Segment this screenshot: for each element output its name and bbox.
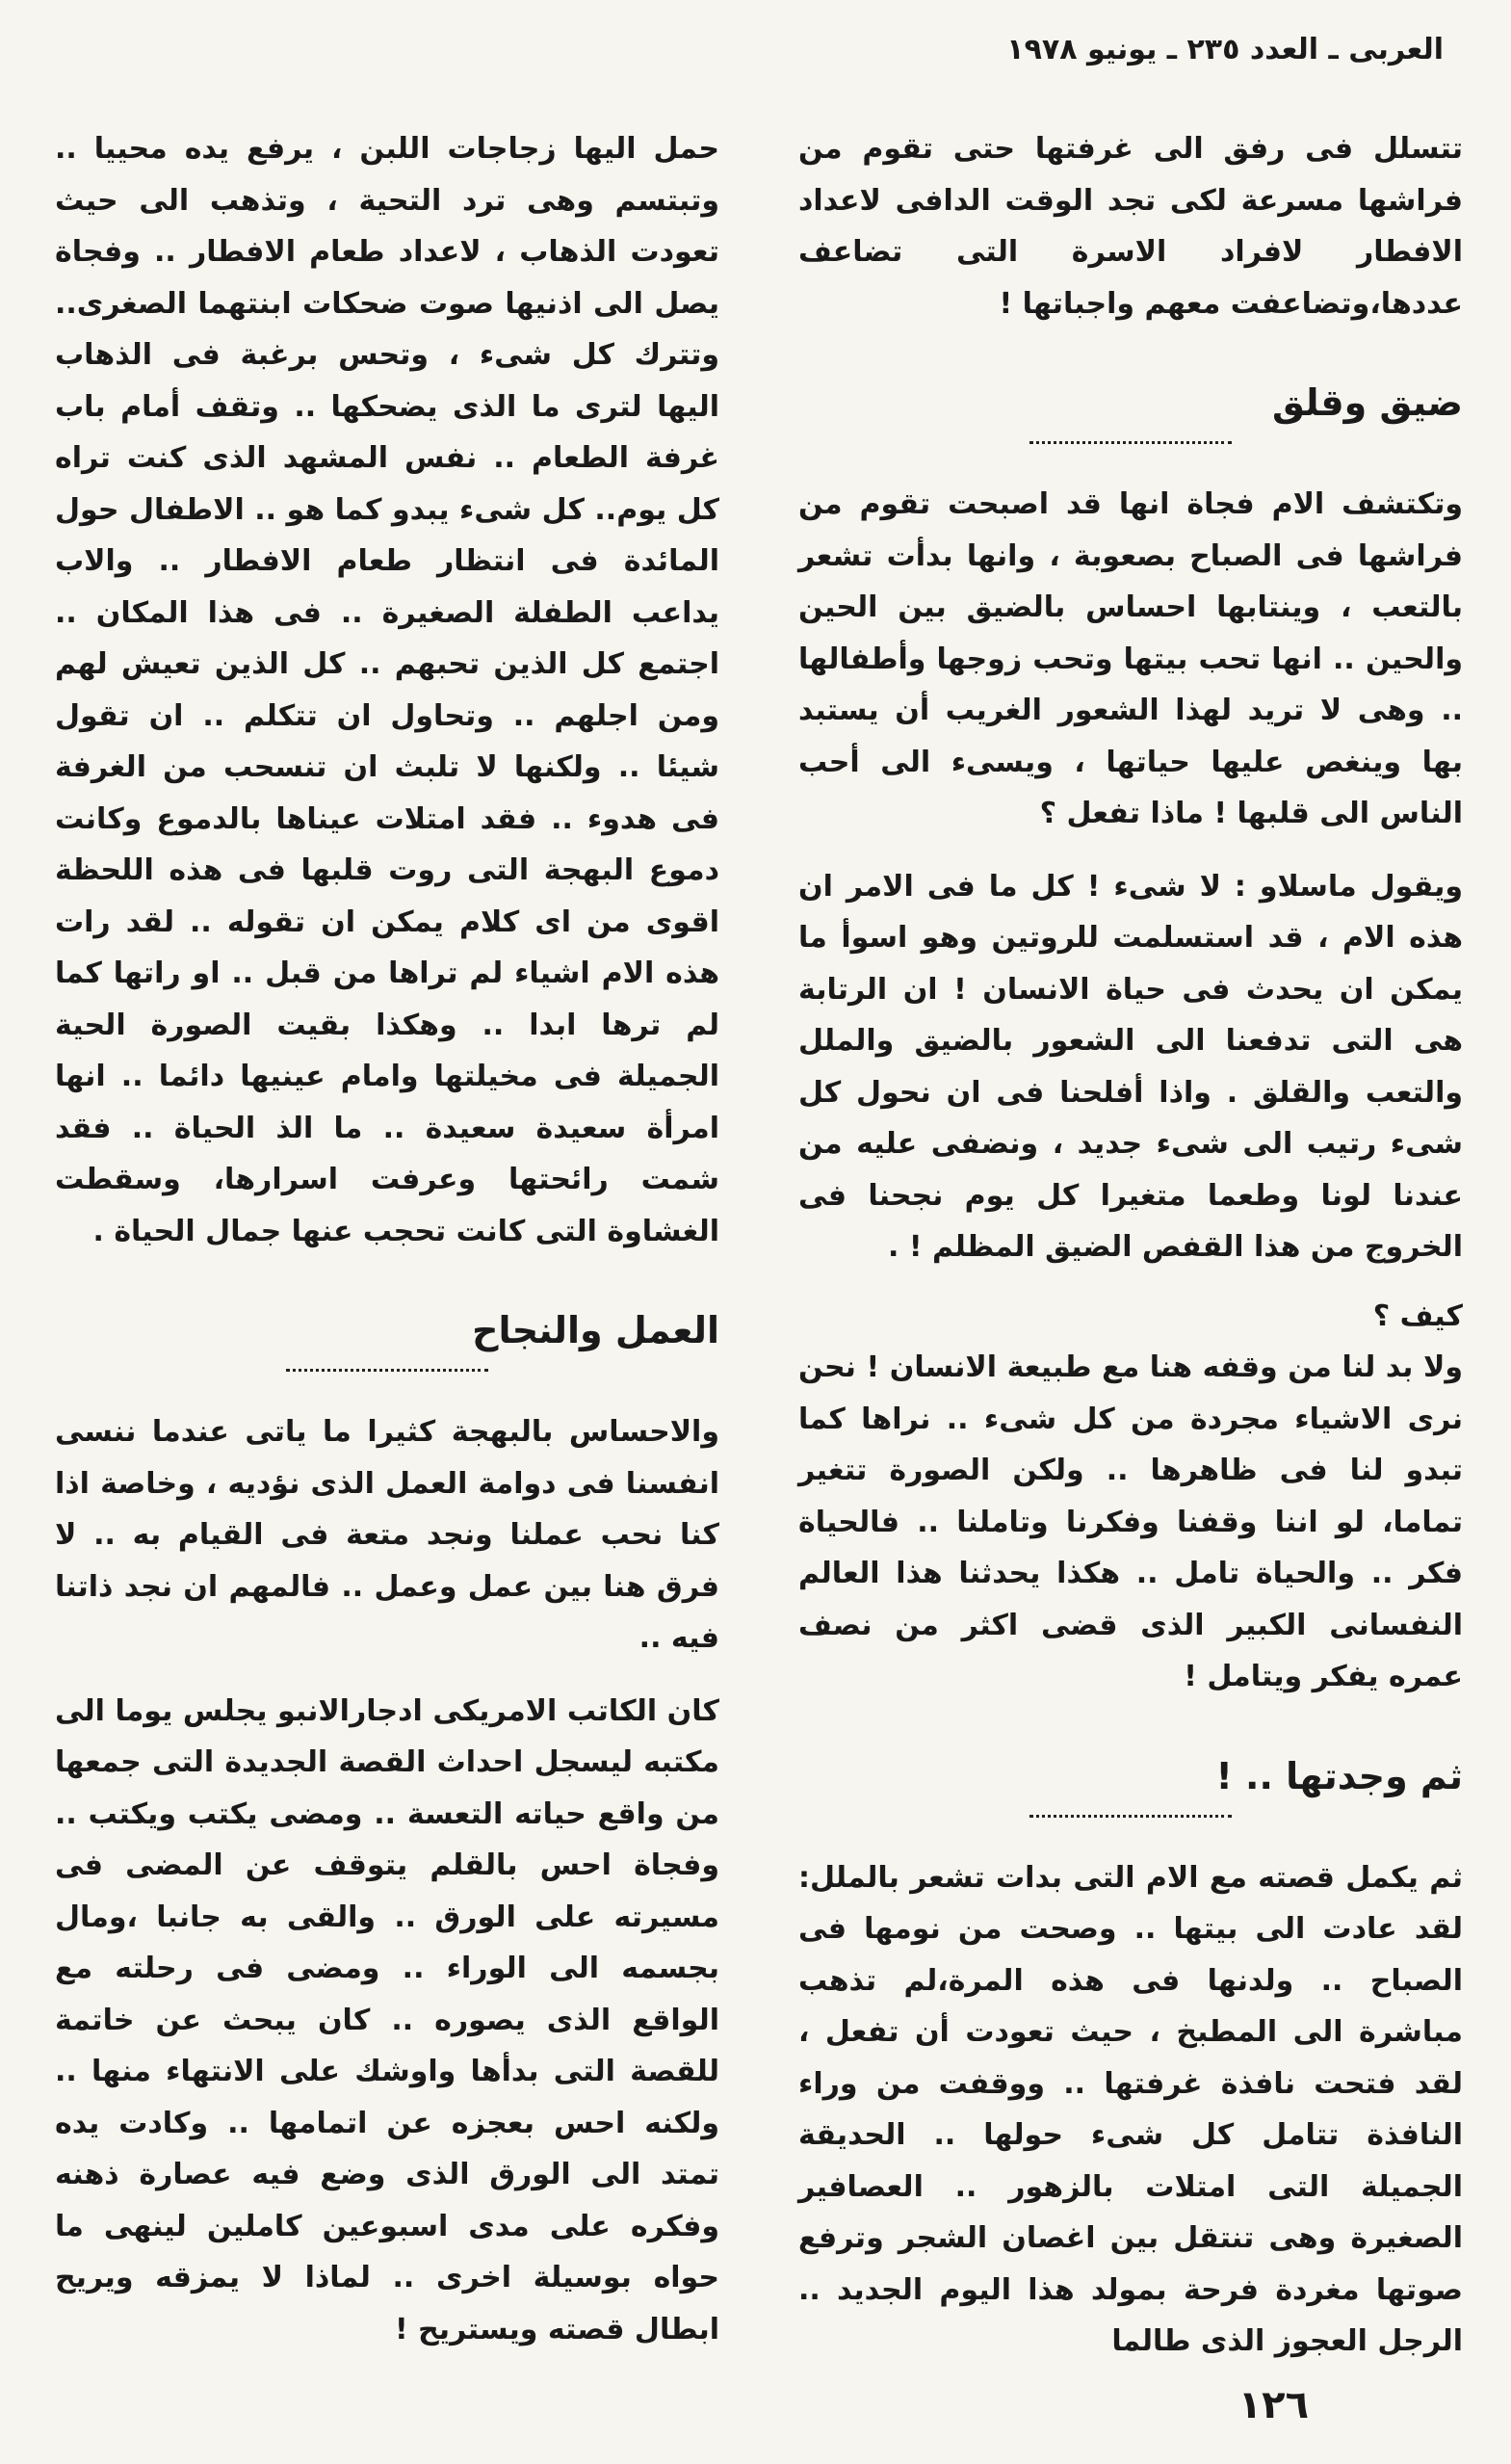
section-heading — [55, 1307, 719, 1372]
left-column — [55, 123, 719, 2355]
paragraph: تتسلل فى رفق الى غرفتها حتى تقوم من فراشها مسرعة لكى تجد الوقت الدافى لاعداد الافطار لافراد الاسرة التى تضاعف عددها،وتضاعفت معهم واجباتها ! — [798, 132, 1463, 321]
paragraph: ولا بد لنا من وقفه هنا مع طبيعة الانسان ! نحن نرى الاشياء مجردة من كل شىء .. نراها كما تبدو لنا فى ظاهرها .. ولكن الصورة تتغير تماما، لو اننا وقفنا وفكرنا وتاملنا .. فالحياة فكر .. والحياة تامل .. هكذا يحدثنا هذا العالم النفسانى الكبير الذى قضى اكثر من نصف عمره يفكر ويتامل ! — [798, 1350, 1463, 1693]
right-column — [798, 123, 1463, 2368]
running-header: العربى ـ العدد ٢٣٥ ـ يونيو ١٩٧٨ — [1006, 33, 1444, 66]
section-heading — [798, 380, 1463, 444]
section-heading — [798, 1753, 1463, 1818]
heading-underline — [1029, 1809, 1232, 1818]
page-number: ١٢٦ — [1237, 2383, 1309, 2427]
section-heading-text: العمل والنجاح — [472, 1309, 719, 1351]
section-heading-text: ضيق وقلق — [1272, 381, 1463, 424]
paragraph: كيف ؟ — [1372, 1298, 1463, 1333]
paragraph: ثم يكمل قصته مع الام التى بدات تشعر بالملل: لقد عادت الى بيتها .. وصحت من نومها فى الصباح .. ولدنها فى هذه المرة،لم تذهب مباشرة الى المطبخ ، حيث تعودت أن تفعل ، لقد فتحت نافذة غرفتها .. ووقفت من وراء النافذة تتامل كل شىء حولها .. الحديقة الجميلة التى امتلات بالزهور .. العصافير الصغيرة وهى تنتقل بين اغصان الشجر وترفع صوتها مغردة فرحة بمولد هذا اليوم الجديد .. الرجل العجوز الذى طالما — [798, 1860, 1463, 2358]
paragraph: حمل اليها زجاجات اللبن ، يرفع يده محييا .. وتبتسم وهى ترد التحية ، وتذهب الى حيث تعودت الذهاب ، لاعداد طعام الافطار .. وفجاة يصل الى اذنيها صوت ضحكات ابنتهما الصغرى.. وتترك كل شىء ، وتحس برغبة فى الذهاب اليها لترى ما الذى يضحكها .. وتقف أمام باب غرفة الطعام .. نفس المشهد الذى كنت تراه كل يوم.. كل شىء يبدو كما هو .. الاطفال حول المائدة فى انتظار طعام الافطار .. والاب يداعب الطفلة الصغيرة .. فى هذا المكان .. اجتمع كل الذين تحبهم .. كل الذين تعيش لهم ومن اجلهم .. وتحاول ان تتكلم .. ان تقول شيئا .. ولكنها لا تلبث ان تنسحب من الغرفة فى هدوء .. فقد امتلات عيناها بالدموع وكانت دموع البهجة التى روت قلبها فى هذه اللحظة اقوى من اى كلام يمكن ان تقوله .. لقد رات هذه الام اشياء لم تراها من قبل .. او راتها كما لم ترها ابدا .. وهكذا بقيت الصورة الحية الجميلة فى مخيلتها وامام عينيها دائما .. انها امرأة سعيدة سعيدة .. ما الذ الحياة .. فقد شمت رائحتها وعرفت اسرارها، وسقطت الغشاوة التى كانت تحجب عنها جمال الحياة . — [55, 132, 719, 1248]
paragraph: ويقول ماسلاو : لا شىء ! كل ما فى الامر ان هذه الام ، قد استسلمت للروتين وهو اسوأ ما يمكن ان يحدث فى حياة الانسان ! ان الرتابة هى التى تدفعنا الى الشعور بالضيق والملل والتعب والقلق . واذا أفلحنا فى ان نحول كل شىء رتيب الى شىء جديد ، ونضفى عليه من عندنا لونا وطعما متغيرا كل يوم نجحنا فى الخروج من هذا القفص الضيق المظلم ! . — [798, 869, 1463, 1264]
paragraph: كان الكاتب الامريكى ادجارالانبو يجلس يوما الى مكتبه ليسجل احداث القصة الجديدة التى جمعها من واقع حياته التعسة .. ومضى يكتب ويكتب .. وفجاة احس بالقلم يتوقف عن المضى فى مسيرته على الورق .. والقى به جانبا ،ومال بجسمه الى الوراء .. ومضى فى رحلته مع الواقع الذى يصوره .. كان يبحث عن خاتمة للقصة التى بدأها واوشك على الانتهاء منها .. ولكنه احس بعجزه عن اتمامها .. وكادت يده تمتد الى الورق الذى وضع فيه عصارة ذهنه وفكره على مدى اسبوعين كاملين لينهى ما حواه بوسيلة اخرى .. لماذا لا يمزقه ويريح ابطال قصته ويستريح ! — [55, 1693, 719, 2346]
heading-underline — [286, 1363, 488, 1372]
paragraph: وتكتشف الام فجاة انها قد اصبحت تقوم من فراشها فى الصباح بصعوبة ، وانها بدأت تشعر بالتعب ، وينتابها احساس بالضيق بين الحين والحين .. انها تحب بيتها وتحب زوجها وأطفالها .. وهى لا تريد لهذا الشعور الغريب أن يستبد بها وينغص عليها حياتها ، ويسىء الى أحب الناس الى قلبها ! ماذا تفعل ؟ — [798, 487, 1463, 830]
section-heading-text: ثم وجدتها .. ! — [1215, 1754, 1463, 1797]
heading-underline — [1029, 435, 1232, 444]
paragraph: والاحساس بالبهجة كثيرا ما ياتى عندما ننسى انفسنا فى دوامة العمل الذى نؤديه ، وخاصة اذا كنا نحب عملنا ونجد متعة فى القيام به .. لا فرق هنا بين عمل وعمل .. فالمهم ان نجد ذاتنا فيه .. — [55, 1415, 719, 1655]
